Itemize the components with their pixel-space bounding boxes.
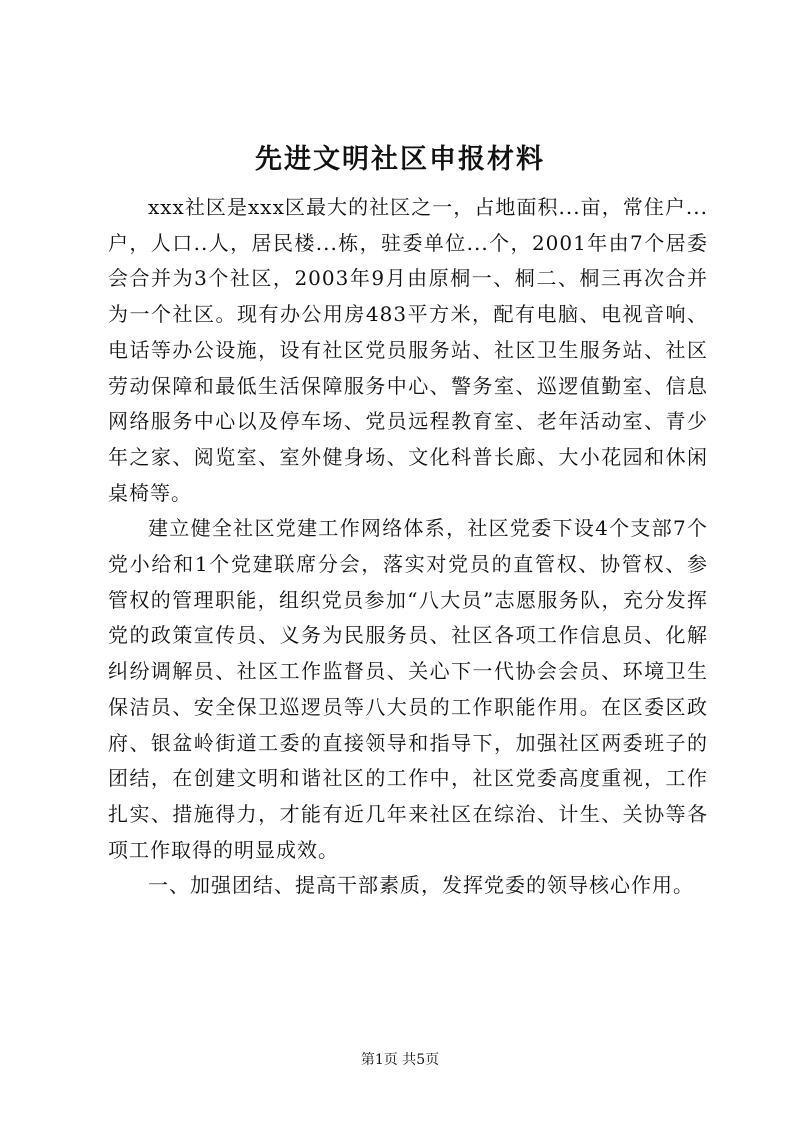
paragraph-section-heading: 一、加强团结、提高干部素质，发挥党委的领导核心作用。 bbox=[148, 873, 694, 898]
paragraph-party-building: 建立健全社区党建工作网络体系，社区党委下设4个支部7个党小给和1个党建联席分会，落实对党员的直管权、协管权、参管权的管理职能，组织党员参加“八大员”志愿服务队，充分发挥党的政策宣传员、义务为民服务员、社区各项工作信息员、化解纠纷调解员、社区工作监督员、关心下一代协会会员、环境卫生保洁员、安全保卫巡逻员等八大员的工作职能作用。在区委区政府、银盆岭街道工委的直接领导和指导下，加强社区两委班子的团结，在创建文明和谐社区的工作中，社区党委高度重视，工作扎实、措施得力，才能有近几年来社区在综治、计生、关协等各项工作取得的明显成效。 bbox=[108, 516, 708, 862]
paragraph-community-overview: xxx社区是xxx区最大的社区之一，占地面积...亩，常住户...户，人口..人，居民楼...栋，驻委单位...个，2001年由7个居委会合并为3个社区，2003年9月由原桐一、桐二、桐三再次合并为一个社区。现有办公用房483平方米，配有电脑、电视音响、电话等办公设施，设有社区党员服务站、社区卫生服务站、社区劳动保障和最低生活保障服务中心、警务室、巡逻值勤室、信息网络服务中心以及停车场、党员远程教育室、老年活动室、青少年之家、阅览室、室外健身场、文化科普长廊、大小花园和休闲桌椅等。 bbox=[108, 195, 708, 505]
document-title: 先进文明社区申报材料 bbox=[255, 144, 545, 175]
document-body bbox=[108, 190, 708, 904]
page-number: 第1页 共5页 bbox=[360, 1052, 440, 1068]
